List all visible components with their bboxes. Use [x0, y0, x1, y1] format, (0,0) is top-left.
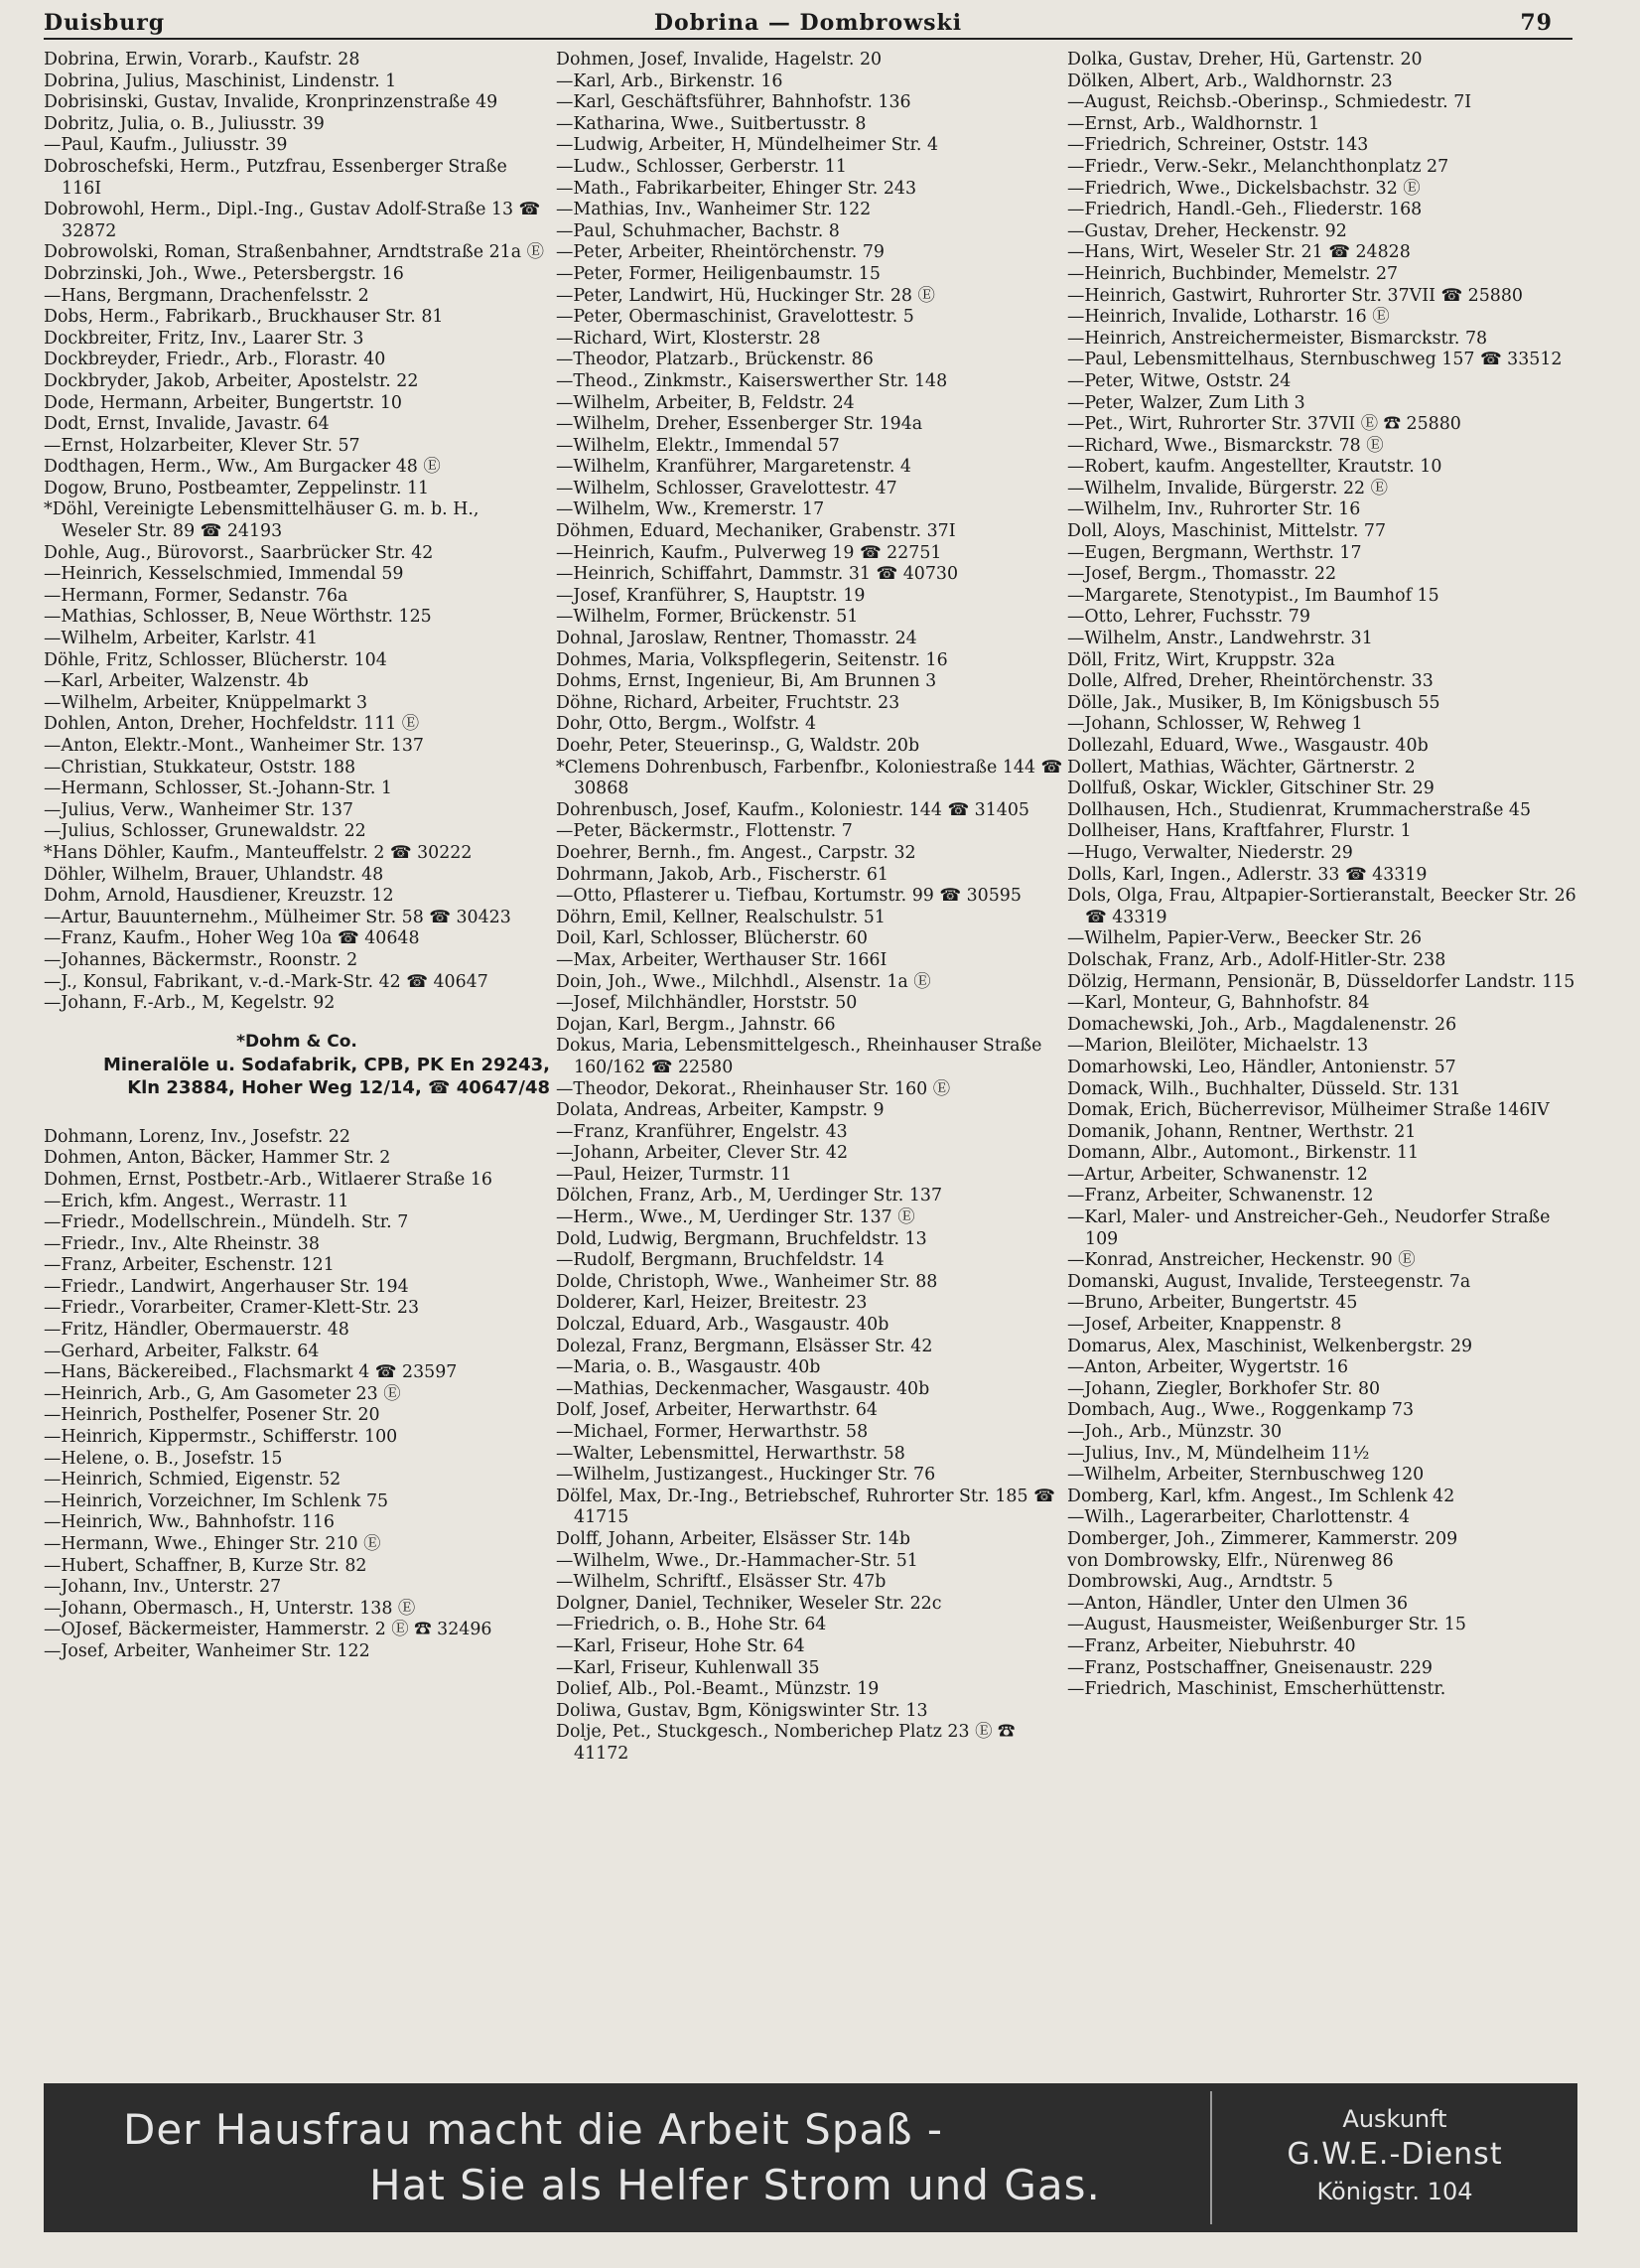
directory-entry: Domberger, Joh., Zimmerer, Kammerstr. 209: [1067, 1528, 1458, 1549]
directory-entry: —Wilhelm, Former, Brückenstr. 51: [556, 607, 859, 628]
directory-entry: Dohmes, Maria, Volkspflegerin, Seitenstr. 16: [556, 649, 948, 670]
ad-company-name: *Dohm & Co.: [236, 1031, 357, 1052]
directory-entry: Domarus, Alex, Maschinist, Welkenbergstr. 29: [1067, 1336, 1473, 1356]
directory-entry: —Otto, Lehrer, Fuchsstr. 79: [1067, 607, 1310, 628]
directory-entry: Dolle, Alfred, Dreher, Rheintörchenstr. 33: [1067, 671, 1434, 692]
directory-entry: —Hans, Bergmann, Drachenfelsstr. 2: [44, 285, 369, 306]
directory-entry: —Paul, Schuhmacher, Bachstr. 8: [556, 220, 840, 241]
directory-entry: Dols, Olga, Frau, Altpapier-Sortieranstalt, Beecker Str. 26 ☎ 43319: [1067, 886, 1576, 927]
directory-entry: —Peter, Former, Heiligenbaumstr. 15: [556, 263, 881, 284]
directory-entry: —Hermann, Former, Sedanstr. 76a: [44, 585, 348, 606]
banner-info: [1212, 2083, 1577, 2232]
directory-entry: Dollezahl, Eduard, Wwe., Wasgaustr. 40b: [1067, 736, 1429, 756]
dohm-advertisement: [44, 1031, 550, 1099]
directory-entry: —Wilh., Lagerarbeiter, Charlottenstr. 4: [1067, 1507, 1411, 1528]
directory-entry: Domberg, Karl, kfm. Angest., Im Schlenk 42: [1067, 1486, 1455, 1506]
directory-entry: —Wilhelm, Elektr., Immendal 57: [556, 435, 840, 456]
directory-entry: —Heinrich, Arb., G, Am Gasometer 23 Ⓔ: [44, 1383, 401, 1404]
directory-entry: Dohmen, Anton, Bäcker, Hammer Str. 2: [44, 1148, 391, 1169]
directory-entry: Dombrowski, Aug., Arndtstr. 5: [1067, 1572, 1333, 1593]
directory-entry: —Heinrich, Schmied, Eigenstr. 52: [44, 1470, 342, 1490]
directory-entry: Dobroschefski, Herm., Putzfrau, Essenberger Straße 116I: [44, 156, 507, 199]
directory-entry: Dolief, Alb., Pol.-Beamt., Münzstr. 19: [556, 1679, 880, 1700]
directory-entry: —Wilhelm, Schlosser, Gravelottestr. 47: [556, 478, 897, 498]
directory-entry: Dollert, Mathias, Wächter, Gärtnerstr. 2: [1067, 757, 1416, 778]
directory-entry: Dolgner, Daniel, Techniker, Weseler Str. 22c: [556, 1593, 942, 1614]
column-3-entries: [1067, 50, 1581, 1701]
directory-entry: —Ludwig, Arbeiter, H, Mündelheimer Str. 4: [556, 135, 939, 156]
directory-entry: Doliwa, Gustav, Bgm, Königswinter Str. 13: [556, 1700, 928, 1721]
directory-entry: Dolata, Andreas, Arbeiter, Kampstr. 9: [556, 1100, 885, 1121]
directory-entry: —Johann, Ziegler, Borkhofer Str. 80: [1067, 1378, 1381, 1399]
directory-entry: —Wilhelm, Dreher, Essenberger Str. 194a: [556, 414, 923, 435]
directory-entry: —August, Hausmeister, Weißenburger Str. 15: [1067, 1615, 1466, 1635]
directory-column-3: [1067, 50, 1581, 1701]
directory-entry: Dobs, Herm., Fabrikarb., Bruckhauser Str. 81: [44, 307, 444, 328]
directory-entry: —Wilhelm, Invalide, Bürgerstr. 22 Ⓔ: [1067, 478, 1388, 498]
directory-entry: —Richard, Wirt, Klosterstr. 28: [556, 328, 821, 349]
directory-entry: Dohmann, Lorenz, Inv., Josefstr. 22: [44, 1126, 350, 1147]
directory-entry: Dobrina, Erwin, Vorarb., Kaufstr. 28: [44, 50, 360, 70]
directory-entry: Doehr, Peter, Steuerinsp., G, Waldstr. 20b: [556, 736, 920, 756]
banner-slogan: [44, 2083, 1210, 2232]
directory-entry: —Friedr., Verw.-Sekr., Melanchthonplatz 27: [1067, 156, 1449, 177]
directory-entry: —Heinrich, Buchbinder, Memelstr. 27: [1067, 263, 1399, 284]
directory-entry: Dode, Hermann, Arbeiter, Bungertstr. 10: [44, 392, 402, 413]
directory-entry: Dobritz, Julia, o. B., Juliusstr. 39: [44, 113, 325, 134]
directory-entry: —Franz, Arbeiter, Eschenstr. 121: [44, 1255, 335, 1276]
directory-entry: —Franz, Postschaffner, Gneisenaustr. 229: [1067, 1657, 1433, 1678]
directory-entry: —Franz, Arbeiter, Schwanenstr. 12: [1067, 1186, 1374, 1206]
directory-entry: —Friedrich, Handl.-Geh., Fliederstr. 168: [1067, 200, 1423, 220]
directory-entry: —Friedrich, o. B., Hohe Str. 64: [556, 1615, 827, 1635]
directory-entry: —Karl, Geschäftsführer, Bahnhofstr. 136: [556, 92, 911, 113]
directory-entry: Domak, Erich, Bücherrevisor, Mülheimer Straße 146IV: [1067, 1100, 1550, 1121]
directory-entry: Dölle, Jak., Musiker, B, Im Königsbusch 55: [1067, 692, 1440, 713]
directory-entry: *Hans Döhler, Kaufm., Manteuffelstr. 2 ☎ 30222: [44, 842, 473, 863]
info-company: G.W.E.-Dienst: [1287, 2137, 1503, 2172]
directory-entry: Doil, Karl, Schlosser, Blücherstr. 60: [556, 928, 868, 949]
directory-entry: —Wilhelm, Kranführer, Margaretenstr. 4: [556, 457, 911, 478]
directory-entry: von Dombrowsky, Elfr., Nürenweg 86: [1067, 1550, 1394, 1571]
directory-entry: Döhne, Richard, Arbeiter, Fruchtstr. 23: [556, 692, 900, 713]
directory-entry: —Franz, Arbeiter, Niebuhrstr. 40: [1067, 1635, 1356, 1656]
directory-entry: Dolde, Christoph, Wwe., Wanheimer Str. 88: [556, 1271, 938, 1292]
directory-entry: Dolezal, Franz, Bergmann, Elsässer Str. 42: [556, 1336, 933, 1356]
slogan-line-1: Der Hausfrau macht die Arbeit Spaß -: [123, 2105, 944, 2154]
directory-entry: Dohrmann, Jakob, Arb., Fischerstr. 61: [556, 864, 888, 885]
directory-entry: —Heinrich, Posthelfer, Posener Str. 20: [44, 1405, 380, 1426]
directory-entry: —Heinrich, Schiffahrt, Dammstr. 31 ☎ 40730: [556, 564, 959, 585]
directory-entry: —Paul, Kaufm., Juliusstr. 39: [44, 135, 288, 156]
directory-entry: Doin, Joh., Wwe., Milchhdl., Alsenstr. 1a Ⓔ: [556, 971, 931, 992]
directory-entry: —Pet., Wirt, Ruhrorter Str. 37VII Ⓔ ☎ 25880: [1067, 414, 1461, 435]
directory-entry: —Julius, Inv., M, Mündelheim 11½: [1067, 1443, 1370, 1464]
directory-entry: —Johann, F.-Arb., M, Kegelstr. 92: [44, 993, 336, 1014]
directory-entry: Dohr, Otto, Bergm., Wolfstr. 4: [556, 714, 817, 735]
ad-line-2: Kln 23884, Hoher Weg 12/14, ☎ 40647/48: [127, 1076, 550, 1098]
directory-entry: Dollheiser, Hans, Kraftfahrer, Flurstr. 1: [1067, 821, 1412, 842]
directory-entry: —Anton, Elektr.-Mont., Wanheimer Str. 137: [44, 736, 424, 756]
directory-entry: Dockbreyder, Friedr., Arb., Florastr. 40: [44, 350, 386, 370]
directory-entry: —Friedr., Inv., Alte Rheinstr. 38: [44, 1233, 320, 1254]
directory-entry: —Wilhelm, Ww., Kremerstr. 17: [556, 499, 825, 520]
directory-entry: —Johann, Obermasch., H, Unterstr. 138 Ⓔ: [44, 1598, 416, 1619]
directory-entry: —Anton, Händler, Unter den Ulmen 36: [1067, 1593, 1409, 1614]
directory-entry: —Robert, kaufm. Angestellter, Krautstr. 10: [1067, 457, 1442, 478]
directory-entry: —Max, Arbeiter, Werthauser Str. 166I: [556, 949, 888, 970]
directory-entry: —Franz, Kranführer, Engelstr. 43: [556, 1121, 848, 1142]
header-city: Duisburg: [44, 10, 166, 36]
directory-entry: Dohrenbusch, Josef, Kaufm., Koloniestr. 144 ☎ 31405: [556, 799, 1029, 820]
directory-entry: Dohm, Arnold, Hausdiener, Kreuzstr. 12: [44, 886, 394, 907]
directory-entry: —Mathias, Deckenmacher, Wasgaustr. 40b: [556, 1378, 930, 1399]
column-1-entries: [44, 50, 550, 1015]
directory-entry: —Johann, Schlosser, W, Rehweg 1: [1067, 714, 1363, 735]
directory-entry: —Wilhelm, Inv., Ruhrorter Str. 16: [1067, 499, 1361, 520]
directory-entry: —Heinrich, Kippermstr., Schifferstr. 100: [44, 1427, 398, 1448]
directory-entry: —Peter, Bäckermstr., Flottenstr. 7: [556, 821, 853, 842]
directory-entry: —Hermann, Wwe., Ehinger Str. 210 Ⓔ: [44, 1534, 381, 1554]
directory-entry: —Karl, Friseur, Kuhlenwall 35: [556, 1657, 820, 1678]
directory-entry: —Karl, Arbeiter, Walzenstr. 4b: [44, 671, 309, 692]
directory-entry: —Wilhelm, Arbeiter, Karlstr. 41: [44, 629, 319, 649]
directory-entry: —Peter, Walzer, Zum Lith 3: [1067, 392, 1305, 413]
directory-entry: —Paul, Lebensmittelhaus, Sternbuschweg 157 ☎ 33512: [1067, 350, 1563, 370]
directory-entry: Dolczal, Eduard, Arb., Wasgaustr. 40b: [556, 1315, 889, 1336]
info-label: Auskunft: [1342, 2105, 1447, 2133]
directory-entry: —Wilhelm, Arbeiter, Sternbuschweg 120: [1067, 1465, 1425, 1486]
directory-entry: —Erich, kfm. Angest., Werrastr. 11: [44, 1191, 349, 1211]
directory-entry: —Friedrich, Schreiner, Oststr. 143: [1067, 135, 1369, 156]
directory-entry: Dohmen, Ernst, Postbetr.-Arb., Witlaerer Straße 16: [44, 1169, 492, 1190]
directory-entry: —Josef, Milchhändler, Horststr. 50: [556, 993, 858, 1014]
directory-entry: —Theodor, Dekorat., Rheinhauser Str. 160 Ⓔ: [556, 1078, 951, 1099]
directory-entry: —Hans, Bäckereibed., Flachsmarkt 4 ☎ 23597: [44, 1362, 458, 1383]
directory-entry: —Friedr., Vorarbeiter, Cramer-Klett-Str. 23: [44, 1298, 420, 1319]
directory-entry: —Helene, o. B., Josefstr. 15: [44, 1448, 283, 1469]
directory-entry: —Wilhelm, Wwe., Dr.-Hammacher-Str. 51: [556, 1550, 918, 1571]
directory-entry: —Josef, Bergm., Thomasstr. 22: [1067, 564, 1337, 585]
directory-entry: Dolschak, Franz, Arb., Adolf-Hitler-Str. 238: [1067, 949, 1446, 970]
page-number: 79: [1520, 10, 1553, 36]
directory-entry: Dold, Ludwig, Bergmann, Bruchfeldstr. 13: [556, 1228, 927, 1249]
directory-entry: Döhrn, Emil, Kellner, Realschulstr. 51: [556, 907, 886, 927]
directory-entry: Dölzig, Hermann, Pensionär, B, Düsseldorfer Landstr. 115: [1067, 971, 1575, 992]
directory-entry: Dockbryder, Jakob, Arbeiter, Apostelstr. 22: [44, 370, 419, 391]
directory-entry: Dolka, Gustav, Dreher, Hü, Gartenstr. 20: [1067, 50, 1423, 70]
directory-entry: —Wilhelm, Justizangest., Huckinger Str. 76: [556, 1465, 936, 1486]
directory-entry: —Ernst, Holzarbeiter, Klever Str. 57: [44, 435, 360, 456]
directory-entry: —J., Konsul, Fabrikant, v.-d.-Mark-Str. 42 ☎ 40647: [44, 971, 488, 992]
directory-entry: Dolf, Josef, Arbeiter, Herwarthstr. 64: [556, 1400, 878, 1421]
directory-entry: —Julius, Verw., Wanheimer Str. 137: [44, 799, 354, 820]
directory-entry: —Theodor, Platzarb., Brückenstr. 86: [556, 350, 874, 370]
directory-entry: —Ludw., Schlosser, Gerberstr. 11: [556, 156, 847, 177]
directory-entry: —Heinrich, Invalide, Lotharstr. 16 Ⓔ: [1067, 307, 1390, 328]
directory-entry: —Herm., Wwe., M, Uerdinger Str. 137 Ⓔ: [556, 1207, 915, 1228]
directory-entry: Dohnal, Jaroslaw, Rentner, Thomasstr. 24: [556, 629, 917, 649]
directory-entry: —Peter, Arbeiter, Rheintörchenstr. 79: [556, 242, 885, 263]
directory-entry: —Karl, Arb., Birkenstr. 16: [556, 71, 783, 91]
directory-entry: —Friedr., Landwirt, Angerhauser Str. 194: [44, 1276, 409, 1297]
directory-entry: —Wilhelm, Papier-Verw., Beecker Str. 26: [1067, 928, 1423, 949]
directory-entry: Dölfel, Max, Dr.-Ing., Betriebschef, Ruhrorter Str. 185 ☎ 41715: [556, 1486, 1055, 1528]
directory-entry: Dollhausen, Hch., Studienrat, Krummacherstraße 45: [1067, 799, 1532, 820]
directory-entry: Dolderer, Karl, Heizer, Breitestr. 23: [556, 1293, 868, 1314]
directory-entry: —Heinrich, Gastwirt, Ruhrorter Str. 37VII ☎ 25880: [1067, 285, 1523, 306]
directory-entry: Dogow, Bruno, Postbeamter, Zeppelinstr. 11: [44, 478, 430, 498]
directory-entry: —Artur, Bauunternehm., Mülheimer Str. 58 ☎ 30423: [44, 907, 511, 927]
directory-entry: —Katharina, Wwe., Suitbertusstr. 8: [556, 113, 867, 134]
directory-entry: —Otto, Pflasterer u. Tiefbau, Kortumstr. 99 ☎ 30595: [556, 886, 1022, 907]
directory-entry: Dobrzinski, Joh., Wwe., Petersbergstr. 16: [44, 263, 404, 284]
directory-entry: —Hans, Wirt, Weseler Str. 21 ☎ 24828: [1067, 242, 1411, 263]
directory-entry: Dolje, Pet., Stuckgesch., Nomberichер Platz 23 Ⓔ ☎ 41172: [556, 1722, 1016, 1764]
directory-entry: —Konrad, Anstreicher, Heckenstr. 90 Ⓔ: [1067, 1250, 1416, 1271]
directory-entry: —Fritz, Händler, Obermauerstr. 48: [44, 1320, 349, 1341]
directory-entry: —Johann, Arbeiter, Clever Str. 42: [556, 1143, 849, 1164]
directory-entry: —Hubert, Schaffner, B, Kurze Str. 82: [44, 1555, 367, 1576]
directory-entry: Dolls, Karl, Ingen., Adlerstr. 33 ☎ 43319: [1067, 864, 1428, 885]
header-name-range: Dobrina — Dombrowski: [653, 10, 963, 36]
ad-line-1: Mineralöle u. Sodafabrik, CPB, PK En 29243,: [102, 1054, 550, 1075]
directory-entry: Dobrisinski, Gustav, Invalide, Kronprinzenstraße 49: [44, 92, 498, 113]
directory-entry: —Julius, Schlosser, Grunewaldstr. 22: [44, 821, 366, 842]
directory-entry: Domanik, Johann, Rentner, Werthstr. 21: [1067, 1121, 1417, 1142]
directory-entry: —Gerhard, Arbeiter, Falkstr. 64: [44, 1341, 320, 1361]
footer-advertisement-banner: [44, 2083, 1577, 2232]
directory-entry: —Michael, Former, Herwarthstr. 58: [556, 1422, 869, 1442]
directory-entry: *Clemens Dohrenbusch, Farbenfbr., Koloniestraße 144 ☎ 30868: [556, 757, 1063, 799]
directory-entry: —Wilhelm, Arbeiter, B, Feldstr. 24: [556, 392, 855, 413]
directory-entry: —Bruno, Arbeiter, Bungertstr. 45: [1067, 1293, 1358, 1314]
directory-entry: —Heinrich, Anstreichermeister, Bismarckstr. 78: [1067, 328, 1488, 349]
directory-entry: —Wilhelm, Anstr., Landwehrstr. 31: [1067, 629, 1373, 649]
directory-entry: Dohmen, Josef, Invalide, Hagelstr. 20: [556, 50, 883, 70]
directory-entry: Doehrer, Bernh., fm. Angest., Carpstr. 32: [556, 842, 916, 863]
directory-entry: Döhmen, Eduard, Mechaniker, Grabenstr. 37I: [556, 521, 956, 542]
column-1-entries-after-ad: [44, 1127, 550, 1663]
directory-entry: —Heinrich, Kaufm., Pulverweg 19 ☎ 22751: [556, 542, 942, 563]
directory-entry: —Peter, Witwe, Oststr. 24: [1067, 370, 1292, 391]
directory-entry: —Christian, Stukkateur, Oststr. 188: [44, 757, 356, 778]
directory-column-2: [556, 50, 1067, 1766]
directory-entry: —Heinrich, Ww., Bahnhofstr. 116: [44, 1512, 335, 1533]
directory-entry: —Karl, Friseur, Hohe Str. 64: [556, 1635, 805, 1656]
directory-entry: Dohlen, Anton, Dreher, Hochfeldstr. 111 Ⓔ: [44, 714, 420, 735]
directory-entry: —Joh., Arb., Münzstr. 30: [1067, 1422, 1283, 1442]
directory-entry: Dodt, Ernst, Invalide, Javastr. 64: [44, 414, 330, 435]
directory-entry: —OJosef, Bäckermeister, Hammerstr. 2 Ⓔ ☎ 32496: [44, 1620, 492, 1640]
directory-entry: —Friedr., Modellschrein., Mündelh. Str. 7: [44, 1212, 409, 1233]
directory-entry: —Friedrich, Maschinist, Emscherhüttenstr.: [1067, 1679, 1446, 1700]
directory-entry: Döll, Fritz, Wirt, Kruppstr. 32a: [1067, 649, 1335, 670]
directory-entry: Domachewski, Joh., Arb., Magdalenenstr. 26: [1067, 1014, 1457, 1035]
directory-entry: Dodthagen, Herm., Ww., Am Burgacker 48 Ⓔ: [44, 457, 441, 478]
directory-entry: Domanski, August, Invalide, Tersteegenstr. 7a: [1067, 1271, 1471, 1292]
directory-entry: Dobrowolski, Roman, Straßenbahner, Arndtstraße 21a Ⓔ: [44, 242, 544, 263]
directory-entry: —Mathias, Schlosser, B, Neue Wörthstr. 125: [44, 607, 432, 628]
directory-entry: Dobrina, Julius, Maschinist, Lindenstr. 1: [44, 71, 397, 91]
directory-entry: Domack, Wilh., Buchhalter, Düsseld. Str. 131: [1067, 1078, 1461, 1099]
directory-entry: —Josef, Arbeiter, Knappenstr. 8: [1067, 1315, 1342, 1336]
directory-entry: —Gustav, Dreher, Heckenstr. 92: [1067, 220, 1347, 241]
directory-entry: Dokus, Maria, Lebensmittelgesch., Rheinhauser Straße 160/162 ☎ 22580: [556, 1036, 1042, 1077]
directory-entry: —Mathias, Inv., Wanheimer Str. 122: [556, 200, 872, 220]
slogan-line-2: Hat Sie als Helfer Strom und Gas.: [369, 2161, 1101, 2209]
directory-entry: —Margarete, Stenotypist., Im Baumhof 15: [1067, 585, 1439, 606]
info-address: Königstr. 104: [1316, 2178, 1473, 2205]
directory-entry: —Wilhelm, Schriftf., Elsässer Str. 47b: [556, 1572, 887, 1593]
directory-entry: Dölken, Albert, Arb., Waldhornstr. 23: [1067, 71, 1393, 91]
directory-entry: Döhle, Fritz, Schlosser, Blücherstr. 104: [44, 649, 387, 670]
directory-entry: —Josef, Kranführer, S, Hauptstr. 19: [556, 585, 866, 606]
directory-entry: Dombach, Aug., Wwe., Roggenkamp 73: [1067, 1400, 1415, 1421]
directory-entry: —Marion, Bleilöter, Michaelstr. 13: [1067, 1036, 1369, 1057]
directory-entry: —Rudolf, Bergmann, Bruchfeldstr. 14: [556, 1250, 885, 1271]
directory-entry: —Friedrich, Wwe., Dickelsbachstr. 32 Ⓔ: [1067, 178, 1421, 199]
directory-entry: —Johann, Inv., Unterstr. 27: [44, 1577, 282, 1598]
directory-entry: —Franz, Kaufm., Hoher Weg 10a ☎ 40648: [44, 928, 420, 949]
directory-entry: —Josef, Arbeiter, Wanheimer Str. 122: [44, 1640, 370, 1661]
directory-entry: —Anton, Arbeiter, Wygertstr. 16: [1067, 1357, 1349, 1378]
directory-entry: Dölchen, Franz, Arb., M, Uerdinger Str. 137: [556, 1186, 943, 1206]
directory-entry: —Math., Fabrikarbeiter, Ehinger Str. 243: [556, 178, 917, 199]
directory-entry: —Wilhelm, Arbeiter, Knüppelmarkt 3: [44, 692, 368, 713]
directory-entry: —Hugo, Verwalter, Niederstr. 29: [1067, 842, 1353, 863]
directory-entry: —Richard, Wwe., Bismarckstr. 78 Ⓔ: [1067, 435, 1384, 456]
page-header: [44, 8, 1572, 40]
directory-entry: —Heinrich, Vorzeichner, Im Schlenk 75: [44, 1490, 389, 1511]
directory-entry: Doll, Aloys, Maschinist, Mittelstr. 77: [1067, 521, 1387, 542]
directory-entry: —Eugen, Bergmann, Werthstr. 17: [1067, 542, 1362, 563]
directory-entry: —Ernst, Arb., Waldhornstr. 1: [1067, 113, 1320, 134]
directory-entry: —Walter, Lebensmittel, Herwarthstr. 58: [556, 1443, 905, 1464]
directory-entry: —August, Reichsb.-Oberinsp., Schmiedestr. 7I: [1067, 92, 1472, 113]
directory-entry: —Artur, Arbeiter, Schwanenstr. 12: [1067, 1164, 1368, 1185]
directory-entry: —Heinrich, Kesselschmied, Immendal 59: [44, 564, 404, 585]
directory-entry: Domann, Albr., Automont., Birkenstr. 11: [1067, 1143, 1420, 1164]
directory-entry: Dohle, Aug., Bürovorst., Saarbrücker Str. 42: [44, 542, 434, 563]
directory-entry: Dojan, Karl, Bergm., Jahnstr. 66: [556, 1014, 836, 1035]
directory-entry: Döhler, Wilhelm, Brauer, Uhlandstr. 48: [44, 864, 384, 885]
directory-entry: —Peter, Obermaschinist, Gravelottestr. 5: [556, 307, 914, 328]
directory-entry: —Karl, Monteur, G, Bahnhofstr. 84: [1067, 993, 1370, 1014]
directory-entry: Dobrowohl, Herm., Dipl.-Ing., Gustav Adolf-Straße 13 ☎ 32872: [44, 200, 541, 241]
directory-entry: —Peter, Landwirt, Hü, Huckinger Str. 28 Ⓔ: [556, 285, 935, 306]
directory-entry: Domarhowski, Leo, Händler, Antonienstr. 57: [1067, 1057, 1456, 1077]
directory-entry: *Döhl, Vereinigte Lebensmittelhäuser G. m. b. H., Weseler Str. 89 ☎ 24193: [44, 499, 479, 542]
directory-entry: —Maria, o. B., Wasgaustr. 40b: [556, 1357, 821, 1378]
directory-entry: —Paul, Heizer, Turmstr. 11: [556, 1164, 792, 1185]
column-2-entries: [556, 50, 1067, 1766]
directory-entry: Dohms, Ernst, Ingenieur, Bi, Am Brunnen 3: [556, 671, 937, 692]
directory-entry: —Karl, Maler- und Anstreicher-Geh., Neudorfer Straße 109: [1067, 1207, 1551, 1249]
directory-entry: —Theod., Zinkmstr., Kaiserswerther Str. 148: [556, 370, 948, 391]
directory-entry: Dollfuß, Oskar, Wickler, Gitschiner Str. 29: [1067, 779, 1435, 799]
directory-column-1: [44, 50, 550, 1663]
directory-entry: —Hermann, Schlosser, St.-Johann-Str. 1: [44, 779, 392, 799]
directory-entry: —Johannes, Bäckermstr., Roonstr. 2: [44, 949, 358, 970]
directory-entry: Dockbreiter, Fritz, Inv., Laarer Str. 3: [44, 328, 364, 349]
directory-entry: Dolff, Johann, Arbeiter, Elsässer Str. 14b: [556, 1528, 910, 1549]
